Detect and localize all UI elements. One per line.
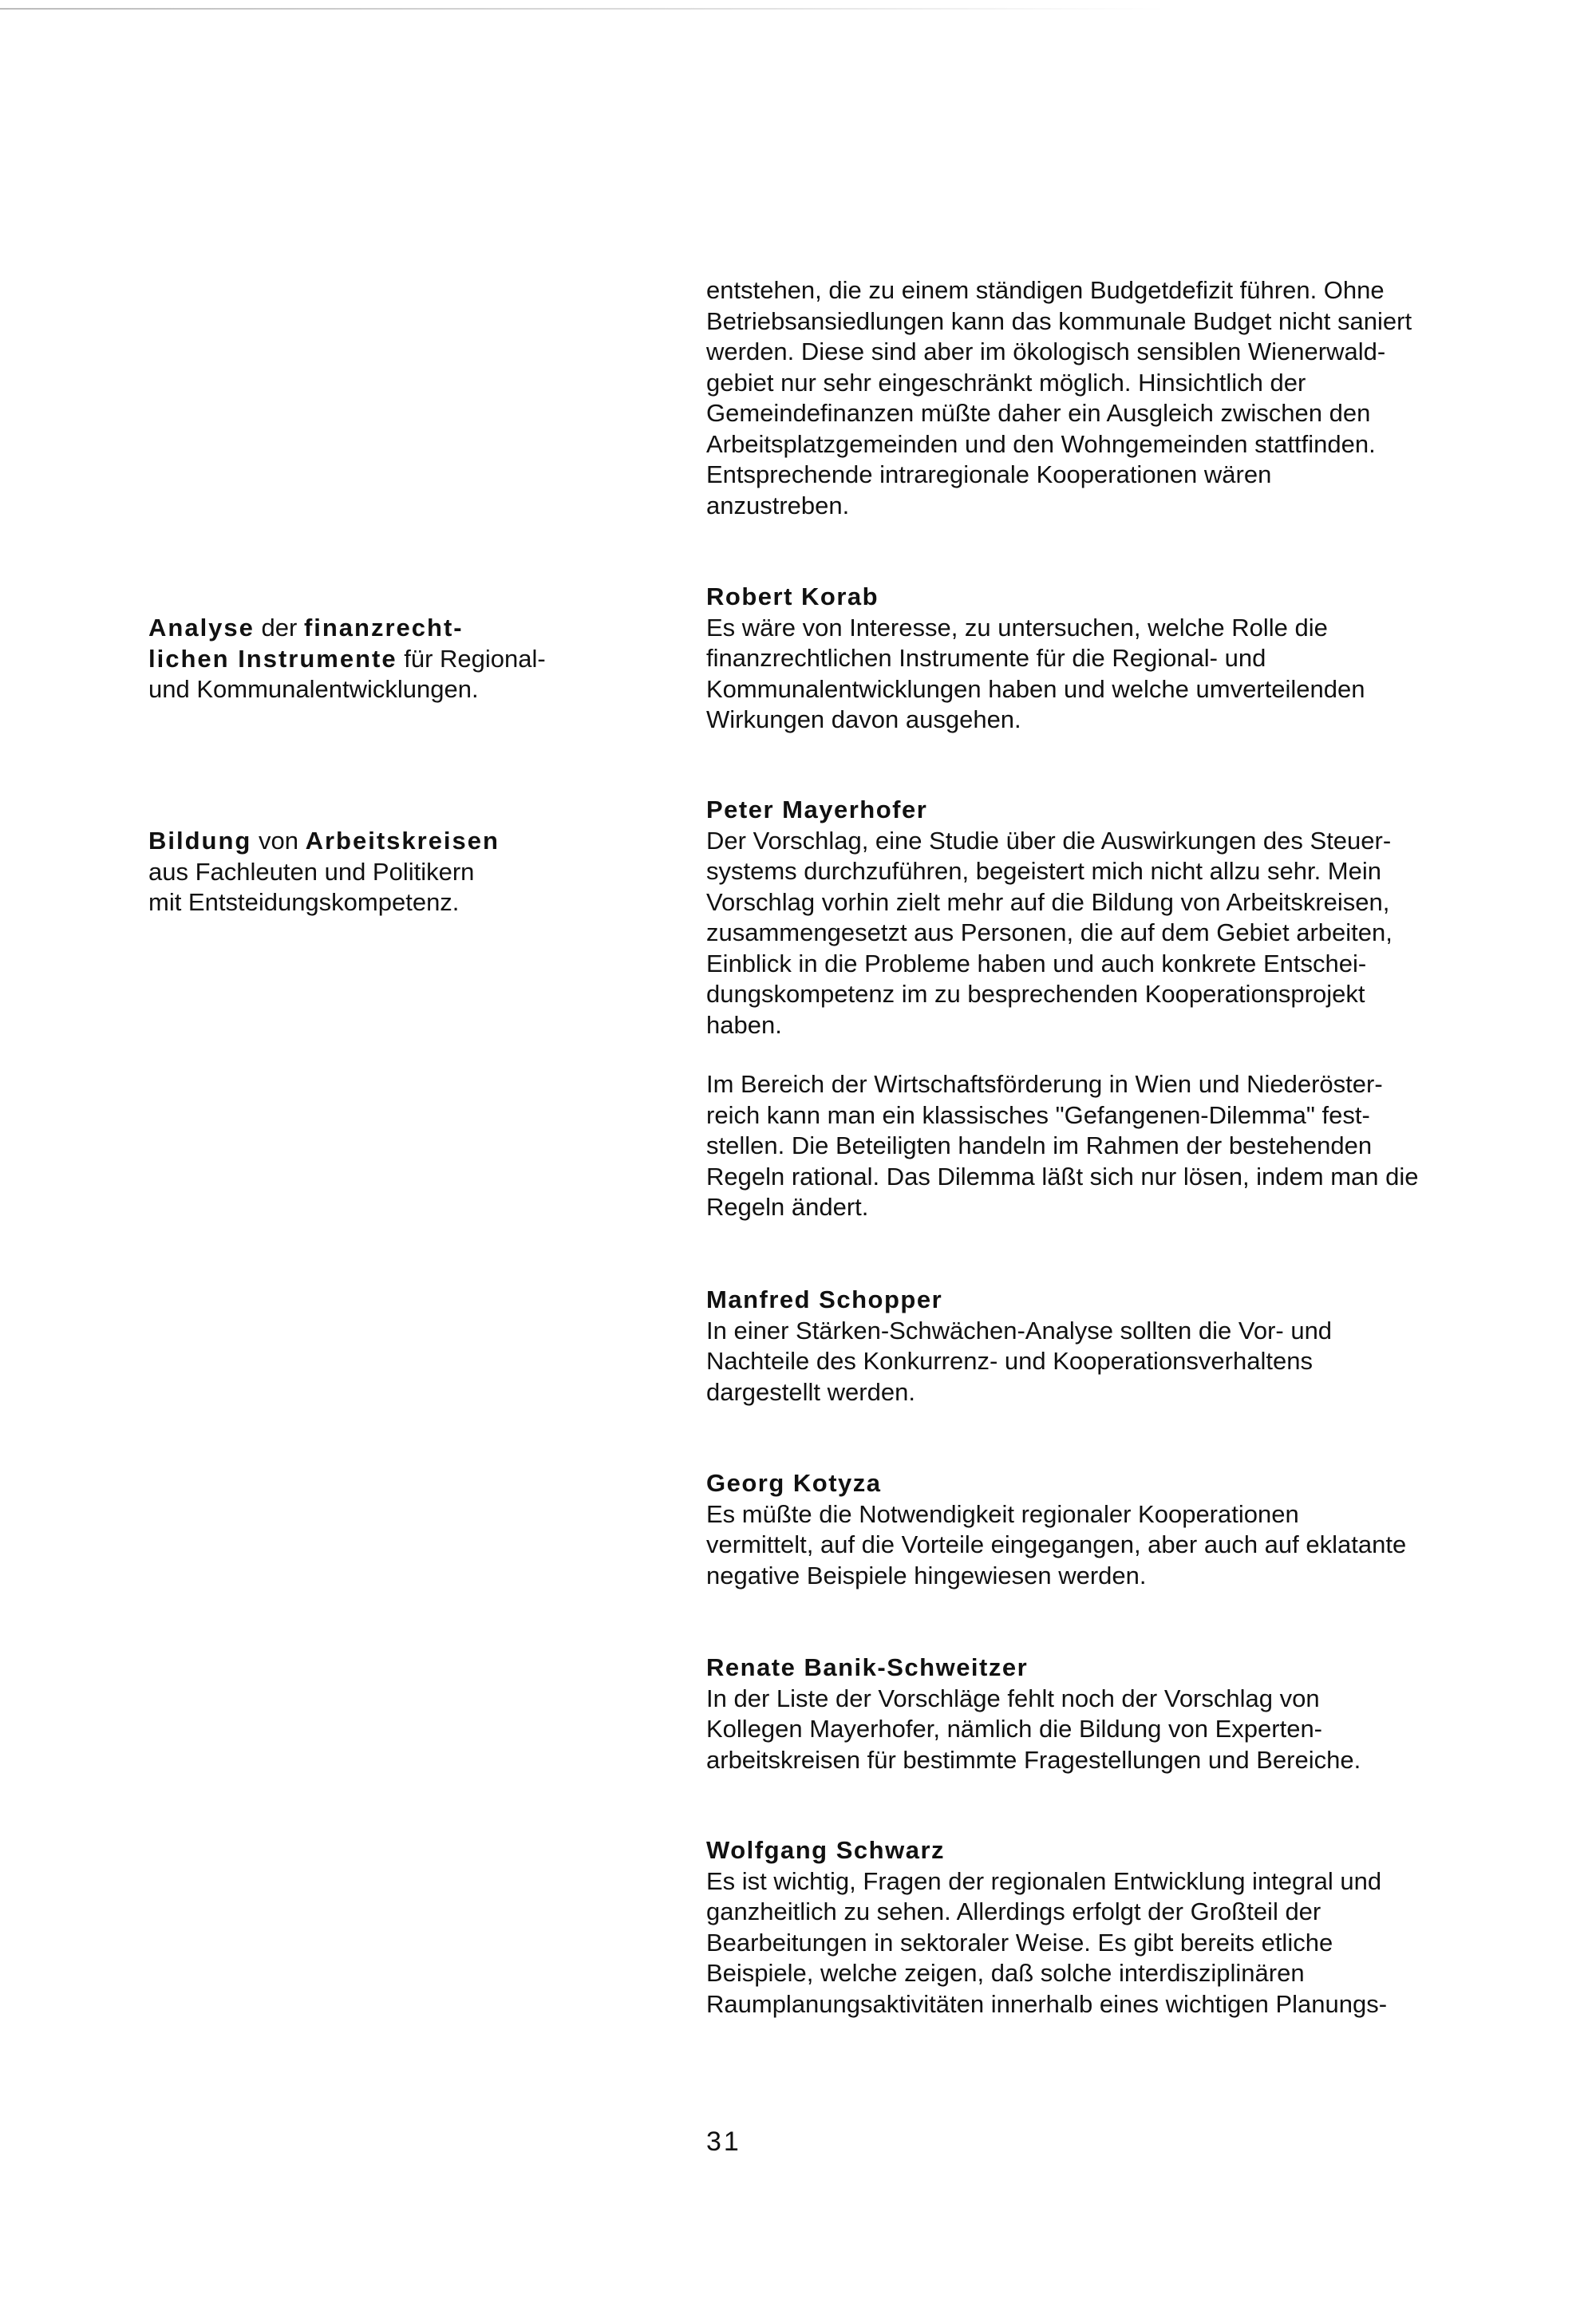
contribution-peter-mayerhofer-paragraph-2 (706, 1069, 1504, 1223)
text-line: anzustreben. (706, 491, 850, 519)
speaker-name: Manfred Schopper (706, 1285, 943, 1313)
margin-note-line: mit Entsteidungskompetenz. (148, 888, 460, 916)
margin-note-line (148, 826, 643, 857)
contribution-peter-mayerhofer (706, 795, 1504, 1041)
scan-edge-line (0, 8, 1165, 10)
margin-note-line (148, 644, 643, 675)
margin-note-line (148, 613, 643, 644)
text-line: Im Bereich der Wirtschaftsförderung in Wien und Niederöster- (706, 1070, 1383, 1098)
keyword: lichen Instrumente (148, 644, 397, 673)
text-line: Es wäre von Interesse, zu untersuchen, welche Rolle die (706, 613, 1328, 642)
text-line: arbeitskreisen für bestimmte Fragestellungen und Bereiche. (706, 1745, 1361, 1774)
text-line: Entsprechende intraregionale Kooperationen wären (706, 460, 1272, 488)
margin-note-bildung (148, 826, 643, 918)
text-line: In der Liste der Vorschläge fehlt noch der Vorschlag von (706, 1684, 1320, 1712)
text-line: negative Beispiele hingewiesen werden. (706, 1561, 1147, 1589)
margin-note-analyse (148, 613, 643, 705)
text-line: ganzheitlich zu sehen. Allerdings erfolgt der Großteil der (706, 1897, 1321, 1925)
margin-note-line: und Kommunalentwicklungen. (148, 675, 479, 703)
text-line: systems durchzuführen, begeistert mich nicht allzu sehr. Mein (706, 857, 1381, 885)
text-line: Regeln rational. Das Dilemma läßt sich nur lösen, indem man die (706, 1162, 1419, 1191)
text-fragment: von (251, 827, 306, 855)
margin-note-line: aus Fachleuten und Politikern (148, 857, 475, 886)
text-line: Es müßte die Notwendigkeit regionaler Kooperationen (706, 1499, 1299, 1528)
keyword: Analyse (148, 614, 255, 642)
text-line: Kollegen Mayerhofer, nämlich die Bildung von Experten- (706, 1715, 1323, 1743)
text-line: Beispiele, welche zeigen, daß solche interdisziplinären (706, 1959, 1305, 1987)
text-line: Einblick in die Probleme haben und auch konkrete Entschei- (706, 949, 1367, 977)
speaker-name: Peter Mayerhofer (706, 796, 928, 823)
keyword: finanzrecht- (303, 614, 464, 642)
text-line: reich kann man ein klassisches "Gefangenen-Dilemma" fest- (706, 1100, 1370, 1129)
contribution-wolfgang-schwarz (706, 1835, 1504, 2020)
page-number: 31 (706, 2126, 741, 2157)
text-line: zusammengesetzt aus Personen, die auf dem Gebiet arbeiten, (706, 918, 1393, 946)
text-line: werden. Diese sind aber im ökologisch sensiblen Wienerwald- (706, 338, 1386, 365)
text-line: Bearbeitungen in sektoraler Weise. Es gibt bereits etliche (706, 1928, 1333, 1957)
speaker-name: Robert Korab (706, 582, 879, 610)
text-line: stellen. Die Beteiligten handeln im Rahmen der bestehenden (706, 1131, 1373, 1159)
text-line: Vorschlag vorhin zielt mehr auf die Bildung von Arbeitskreisen, (706, 887, 1390, 916)
text-line: Kommunalentwicklungen haben und welche umverteilenden (706, 674, 1365, 703)
keyword: Arbeitskreisen (305, 827, 500, 855)
text-line: dungskompetenz im zu besprechenden Kooperationsprojekt (706, 980, 1365, 1008)
text-line: Gemeindefinanzen müßte daher ein Ausgleich zwischen den (706, 399, 1371, 427)
speaker-name: Georg Kotyza (706, 1469, 882, 1497)
speaker-name: Wolfgang Schwarz (706, 1836, 946, 1864)
text-line: Wirkungen davon ausgehen. (706, 705, 1021, 733)
text-line: Betriebsansiedlungen kann das kommunale Budget nicht saniert (706, 306, 1412, 335)
contribution-robert-korab (706, 582, 1504, 736)
text-line: Nachteile des Konkurrenz- und Kooperationsverhaltens (706, 1347, 1313, 1375)
text-line: Es ist wichtig, Fragen der regionalen Entwicklung integral und (706, 1866, 1382, 1895)
text-line: Raumplanungsaktivitäten innerhalb eines wichtigen Planungs- (706, 1989, 1388, 2018)
contribution-renate-banik-schweitzer (706, 1653, 1504, 1775)
contribution-manfred-schopper (706, 1285, 1504, 1408)
text-line: haben. (706, 1010, 782, 1039)
text-fragment: für Regional- (397, 644, 546, 673)
text-line: Arbeitsplatzgemeinden und den Wohngemeinden stattfinden. (706, 429, 1376, 458)
text-line: vermittelt, auf die Vorteile eingegangen, aber auch auf eklatante (706, 1530, 1407, 1558)
keyword: Bildung (148, 827, 252, 855)
text-line: dargestellt werden. (706, 1377, 915, 1406)
speaker-name: Renate Banik-Schweitzer (706, 1653, 1029, 1681)
text-line: Der Vorschlag, eine Studie über die Auswirkungen des Steuer- (706, 826, 1392, 855)
text-line: gebiet nur sehr eingeschränkt möglich. Hinsichtlich der (706, 368, 1306, 397)
text-line: In einer Stärken-Schwächen-Analyse sollten die Vor- und (706, 1316, 1333, 1345)
text-fragment: der (254, 614, 304, 642)
contribution-georg-kotyza (706, 1468, 1504, 1591)
text-line: entstehen, die zu einem ständigen Budgetdefizit führen. Ohne (706, 276, 1385, 304)
text-line: finanzrechtlichen Instrumente für die Regional- und (706, 644, 1266, 672)
intro-paragraph (706, 275, 1504, 521)
text-line: Regeln ändert. (706, 1193, 869, 1221)
